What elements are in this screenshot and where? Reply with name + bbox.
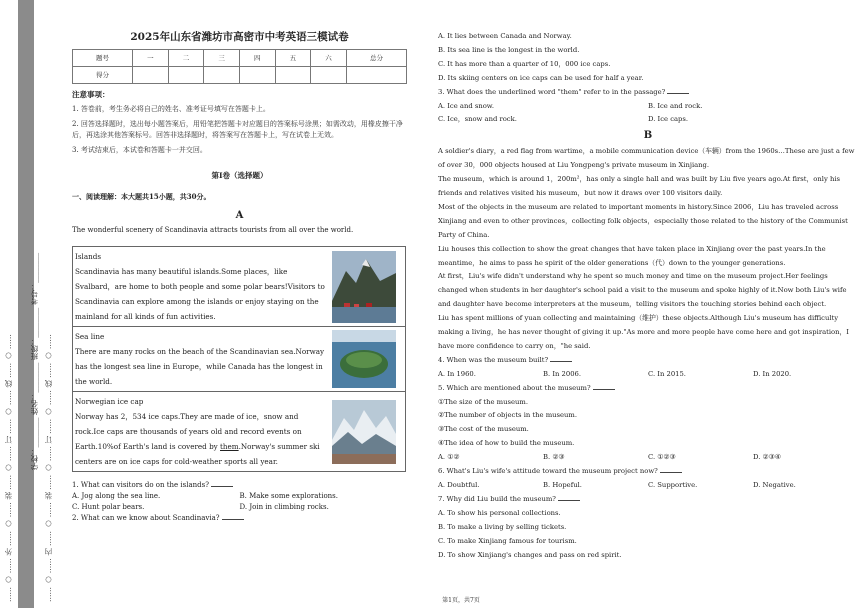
- option[interactable]: D. Join in climbing rocks.: [239, 503, 329, 511]
- right-column: [438, 30, 858, 562]
- icecap-photo-icon: [332, 400, 396, 464]
- answer-blank[interactable]: [550, 355, 572, 362]
- student-info-fields: 学校：________ 姓名：________ 班级：________ 考号：________: [30, 252, 39, 470]
- passage-paragraph: The museum，which is around 1，200m²，has only a single hall and was built by Liu five years ago.At first，only his friends and relatives visited his museum，but now it draws over 100 visitors daily.: [438, 175, 840, 197]
- answer-blank[interactable]: [222, 513, 244, 520]
- passage-paragraph: A soldier's diary，a red flag from wartime，a mobile communication device（车辆）from the 1960s…These are just a few of over 30，000 objects housed at Liu Yongpeng's private museum in Xinjiang.: [438, 147, 855, 170]
- option[interactable]: A. In 1960.: [438, 369, 476, 378]
- answer-blank[interactable]: [558, 494, 580, 501]
- left-column: [72, 32, 407, 524]
- option[interactable]: C. Supportive.: [648, 481, 698, 489]
- option[interactable]: B. To make a living by selling tickets.: [438, 522, 567, 531]
- question-7: [438, 493, 858, 563]
- question-options: [438, 368, 858, 382]
- option[interactable]: A. Jog along the sea line.: [72, 492, 161, 500]
- question-text: [438, 86, 858, 100]
- sealine-photo: [329, 327, 405, 391]
- passage-paragraph: Most of the objects in the museum are related to important moments in history.Since 2006，Liu has traveled across Xinjiang and even to other provinces，collecting folk objects，especially those related to the history of the Communist Party of China.: [438, 202, 848, 239]
- option[interactable]: A. Doubtful.: [438, 481, 480, 489]
- option[interactable]: A. It lies between Canada and Norway.: [438, 32, 572, 40]
- option[interactable]: C. Hunt polar bears.: [72, 503, 145, 511]
- question-text: [438, 465, 858, 479]
- page-footer: 第1页，共7页: [442, 597, 480, 604]
- question-text-label: 5. Which are mentioned about the museum?: [438, 383, 591, 392]
- question-text-label: 3. What does the underlined word "them" refer to in the passage?: [438, 87, 666, 96]
- answer-blank[interactable]: [667, 87, 689, 94]
- question-2: [72, 513, 407, 524]
- notice-item: 2. 回答选择题时，选出每小题答案后，用铅笔把答题卡对应题目的答案标号涂黑；如需改动，用橡皮擦干净后，再选涂其他答案标号。回答非选择题时，将答案写在答题卡上，写在试卷上无效。: [72, 120, 403, 139]
- section-title: 一、阅读理解：本大题共15小题，共30分。: [72, 192, 211, 201]
- scenery-row-islands: [73, 247, 405, 327]
- passage-letter-b: B: [643, 130, 653, 142]
- answer-blank[interactable]: [660, 466, 682, 473]
- score-cell: 二: [168, 50, 204, 67]
- exam-page: [62, 0, 860, 608]
- question-text-label: 2. What can we know about Scandinavia?: [72, 514, 220, 522]
- score-cell: 四: [239, 50, 275, 67]
- passage-b-body: [438, 145, 858, 354]
- question-4: [438, 354, 858, 382]
- question-text: [438, 354, 858, 368]
- part-title: 第I卷（选择题）: [211, 171, 268, 180]
- option[interactable]: C. It has more than a quarter of 10，000 ice caps.: [438, 59, 611, 68]
- question-2-options: [438, 30, 858, 86]
- score-input-cell[interactable]: [311, 67, 347, 84]
- score-cell: 三: [204, 50, 240, 67]
- score-input-cell[interactable]: [275, 67, 311, 84]
- option[interactable]: D. Ice caps.: [648, 115, 689, 124]
- scenery-body-part: Norway has 2，534 ice caps.They are made of ice，snow and rock.Ice caps are thousands of years old and record events on Earth.10%of Earth's land is covered by: [75, 412, 302, 451]
- question-text-label: 4. When was the museum built?: [438, 355, 549, 364]
- score-table-header-row: [73, 50, 407, 67]
- answer-blank[interactable]: [593, 383, 615, 390]
- option[interactable]: C. ①②③: [648, 453, 676, 462]
- question-options: [438, 100, 858, 128]
- option[interactable]: A. ①②: [438, 453, 460, 462]
- score-cell: 题号: [73, 50, 133, 67]
- scenery-body: Scandinavia has many beautiful islands.Some places，like Svalbard，are home to both people and some polar bears!Visitors to Scandinavia can explore among the islands or enjoy staying on the mainland for all kinds of fun activities.: [75, 267, 325, 321]
- score-cell: 一: [133, 50, 169, 67]
- option[interactable]: D. ②③④: [753, 453, 781, 462]
- option[interactable]: B. Ice and rock.: [648, 101, 703, 110]
- question-text: [438, 493, 858, 507]
- binding-gutter: [0, 0, 62, 608]
- notice-item: 1. 答卷前，考生务必将自己的姓名、准考证号填写在答题卡上。: [72, 105, 270, 113]
- score-table-score-row: [73, 67, 407, 84]
- option[interactable]: A. Ice and snow.: [438, 101, 494, 110]
- question-text: [72, 480, 407, 491]
- option[interactable]: D. To show Xinjiang's changes and pass on red spirit.: [438, 550, 622, 559]
- question-item: ④The idea of how to build the museum.: [438, 439, 575, 448]
- answer-blank[interactable]: [211, 480, 233, 487]
- question-3: [438, 86, 858, 128]
- passage-paragraph: At first，Liu's wife didn't understand why he spent so much money and time on the museum project.Her feelings changed when students in her daughter's school paid a visit to the museum and spoke highly of it.Now both Liu's wife and daughter have become interpreters at the museum，telling visitors the touching stories behind each object.: [438, 272, 847, 309]
- scenery-heading: Norwegian ice cap: [75, 397, 144, 406]
- option[interactable]: C. To make Xinjiang famous for tourism.: [438, 536, 577, 545]
- island-photo-icon: [332, 251, 396, 323]
- passage-letter-a: A: [235, 210, 244, 221]
- score-input-cell[interactable]: [168, 67, 204, 84]
- scenery-text: [73, 392, 329, 471]
- underlined-word: them: [220, 442, 239, 451]
- passage-paragraph: Liu has spent millions of yuan collecting and maintaining（维护）these objects.Although Liu's museum has difficulty making a living，he has never thought of giving it up."As more and more people have come here and got inspiration，I have more confidence to carry on，"he said.: [438, 314, 849, 350]
- question-text: [438, 382, 858, 396]
- score-input-cell[interactable]: [204, 67, 240, 84]
- score-input-cell[interactable]: [133, 67, 169, 84]
- notice-title: 注意事项：: [72, 90, 110, 99]
- option[interactable]: B. Make some explorations.: [239, 492, 338, 500]
- scenery-box: [72, 246, 406, 472]
- scenery-body: [75, 409, 327, 469]
- option[interactable]: D. Negative.: [753, 481, 796, 489]
- gutter-inner-text: [44, 12, 56, 602]
- score-cell: 得分: [73, 67, 133, 84]
- notice-section: [72, 89, 407, 156]
- option[interactable]: B. Its sea line is the longest in the world.: [438, 45, 580, 54]
- option[interactable]: C. In 2015.: [648, 369, 686, 378]
- question-5: [438, 382, 858, 465]
- scenery-text: [73, 327, 329, 391]
- score-input-cell[interactable]: [346, 67, 406, 84]
- question-1: [72, 480, 407, 513]
- score-input-cell[interactable]: [239, 67, 275, 84]
- option[interactable]: A. To show his personal collections.: [438, 508, 561, 517]
- passage-intro: The wonderful scenery of Scandinavia attracts tourists from all over the world.: [72, 226, 354, 234]
- question-text-label: 7. Why did Liu build the museum?: [438, 494, 556, 503]
- question-options: [438, 479, 858, 493]
- option[interactable]: D. Its skiing centers on ice caps can be used for half a year.: [438, 73, 644, 82]
- page-title: 2025年山东省潍坊市高密市中考英语三模试卷: [130, 31, 349, 43]
- option[interactable]: C. Ice，snow and rock.: [438, 115, 517, 124]
- question-item: ②The number of objects in the museum.: [438, 411, 578, 420]
- scenery-body-part: .Norway's summer ski centers are on ice caps for cold-weather sports all year.: [75, 442, 320, 466]
- scenery-row-sealine: [73, 327, 405, 392]
- sealine-photo-icon: [332, 330, 396, 388]
- option[interactable]: D. In 2020.: [753, 369, 792, 378]
- score-cell: 五: [275, 50, 311, 67]
- gutter-inner-line: …… ○ …… 内 …… ○ …… 装 …… ○ …… 订 …… ○ …… 线 …… ○ ……: [44, 334, 53, 602]
- icecap-photo: [329, 392, 405, 471]
- question-text-label: 6. What's Liu's wife's attitude toward the museum project now?: [438, 467, 658, 476]
- scenery-body: There are many rocks on the beach of the Scandinavian sea.Norway has the longest sea line in Europe，while Canada has the longest in the world.: [75, 347, 325, 386]
- question-6: [438, 465, 858, 493]
- score-cell: 总分: [346, 50, 406, 67]
- scenery-heading: Islands: [75, 252, 102, 261]
- score-cell: 六: [311, 50, 347, 67]
- scenery-heading: Sea line: [75, 332, 105, 341]
- option[interactable]: B. Hopeful.: [543, 481, 582, 489]
- question-options: [438, 451, 858, 465]
- question-text-label: 1. What can visitors do on the islands?: [72, 481, 209, 489]
- question-item: ①The size of the museum.: [438, 397, 528, 406]
- option[interactable]: B. ②③: [543, 453, 565, 462]
- scenery-text: [73, 247, 329, 326]
- question-item: ③The cost of the museum.: [438, 425, 529, 434]
- score-table: [72, 49, 407, 84]
- passage-paragraph: Liu houses this collection to show the great changes that have taken place in Xinjiang over the past years.In the meantime，he aims to pass he spirit of the older generations（代）down to the younger generations.: [438, 244, 826, 267]
- option[interactable]: B. In 2006.: [543, 369, 581, 378]
- island-photo: [329, 247, 405, 326]
- question-options: [72, 491, 407, 513]
- gutter-outer-text: …… ○ …… 外 …… ○ …… 装 …… ○ …… 订 …… ○ …… 线 …… ○ ……: [4, 334, 13, 602]
- notice-item: 3. 考试结束后，本试卷和答题卡一并交回。: [72, 146, 207, 154]
- scenery-row-icecap: [73, 392, 405, 471]
